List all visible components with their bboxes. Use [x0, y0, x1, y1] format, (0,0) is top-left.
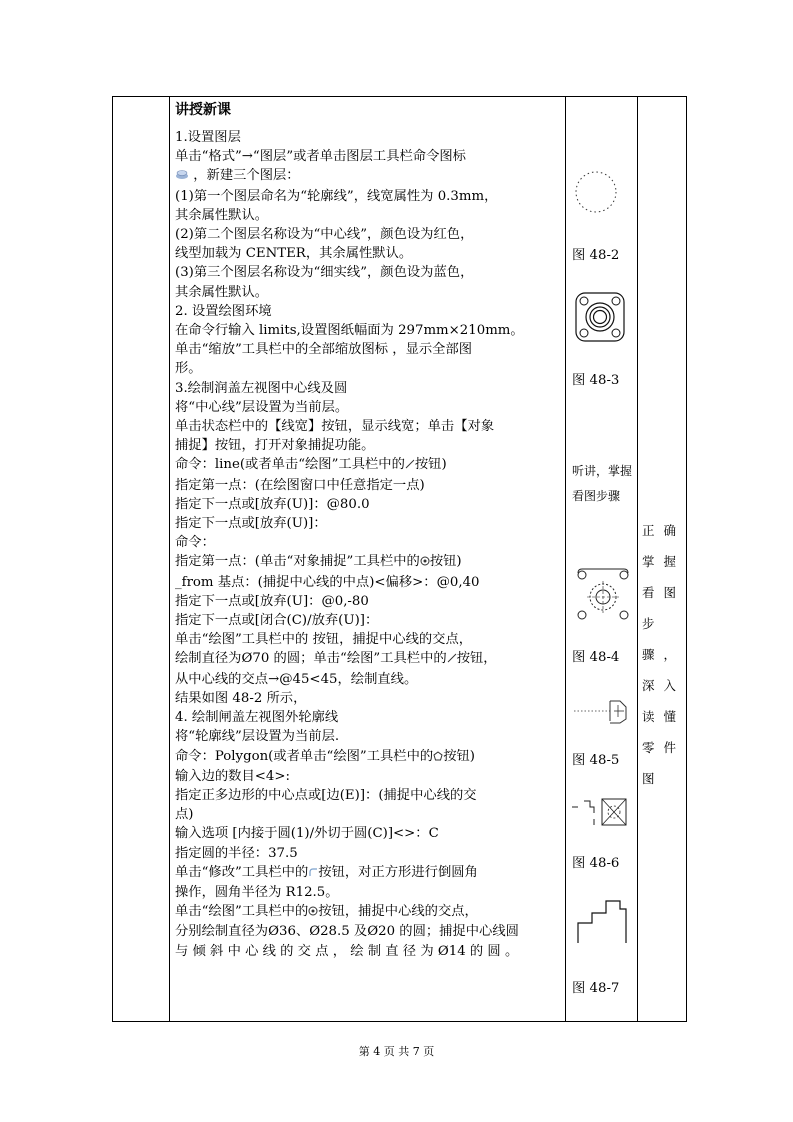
figure-caption: 图 48-6 [572, 856, 620, 871]
step-line: 4. 绘制闸盖左视图外轮廓线 [175, 710, 339, 726]
figure-48-3-drawing [574, 291, 626, 343]
step-line: 形。 [175, 361, 202, 377]
step-text: 按钮) [429, 554, 462, 570]
step-text: 指定第一点：(单击“对象捕捉”工具栏中的 [175, 554, 420, 570]
column-divider [565, 97, 566, 1021]
circle-tool-icon [308, 903, 318, 922]
step-text: 绘制直径为Ø70 的圆；单击“绘图”工具栏中的 [175, 651, 447, 667]
line-tool-icon [447, 650, 457, 669]
step-text: 按钮， [456, 651, 497, 667]
step-line: 线型加载为 CENTER，其余属性默认。 [175, 246, 413, 262]
step-text: 单击“绘图”工具栏中的 [175, 904, 309, 920]
step-line: 将“中心线”层设置为当前层。 [175, 399, 349, 415]
step-line: 指定下一点或[放弃(U)]： [175, 516, 327, 532]
step-text: 命令：line(或者单击“绘图”工具栏中的 [175, 457, 405, 473]
step-line: 在命令行输入 limits,设置图纸幅面为 297mm×210mm。 [175, 323, 524, 339]
step-line: 指定正多边形的中心点或[边(E)]：(捕捉中心线的交 [175, 787, 477, 803]
column-divider [169, 97, 170, 1021]
step-text: 单击“修改”工具栏中的 [175, 864, 309, 880]
step-line: 指定下一点或[放弃(U]：@0,-80 [175, 593, 369, 609]
step-line: 3.绘制润盖左视图中心线及圆 [175, 380, 348, 396]
step-line: 分别绘制直径为Ø36、Ø28.5 及Ø20 的圆；捕捉中心线圆 [175, 924, 519, 940]
step-line [175, 747, 563, 767]
line-tool-icon [405, 456, 415, 475]
lesson-table [112, 96, 687, 1022]
step-text: ，新建三个图层： [193, 168, 300, 184]
figure-48-7-drawing [576, 897, 632, 945]
column-divider [637, 97, 638, 1021]
step-line: 指定第一点：(在绘图窗口中任意指定一点) [175, 477, 425, 493]
step-text: 命令：Polygon(或者单击“绘图”工具栏中的 [175, 748, 434, 764]
step-line: 结果如图 48-2 所示， [175, 690, 307, 706]
method-note: 听讲，掌握看图步骤 [572, 464, 633, 503]
step-line: 单击状态栏中的【线宽】按钮，显示线宽；单击【对象 [175, 419, 495, 435]
step-line: 单击“绘图”工具栏中的 按钮，捕捉中心线的交点， [175, 632, 473, 648]
teaching-objective: 正确掌握看图步骤，深入读懂零件图 [642, 523, 686, 786]
step-line: 操作，圆角半径为 R12.5。 [175, 884, 339, 900]
step-line: (3)第三个图层名称设为“细实线”，颜色设为蓝色， [175, 265, 474, 281]
step-line [175, 649, 563, 669]
step-line: (1)第一个图层命名为“轮廓线”，线宽属性为 0.3mm， [175, 188, 498, 204]
step-text: 按钮，对正方形进行倒圆角 [318, 864, 478, 880]
step-line [175, 863, 563, 883]
step-line: 2. 设置绘图环境 [175, 303, 272, 319]
step-line [175, 552, 563, 572]
figure-caption: 图 48-7 [572, 981, 620, 996]
snap-from-icon [420, 553, 430, 572]
lesson-steps [175, 128, 563, 961]
figure-caption: 图 48-2 [572, 248, 620, 263]
step-line: 单击“格式”→“图层”或者单击图层工具栏命令图标 [175, 149, 466, 165]
figure-48-2-drawing [572, 169, 620, 215]
figure-48-6-drawing [572, 795, 632, 829]
step-line: 将“轮廓线”层设置为当前层. [175, 729, 340, 745]
step-line: 输入边的数目<4>: [175, 768, 291, 784]
figure-48-4-drawing [574, 567, 632, 621]
fillet-tool-icon [308, 864, 318, 883]
step-line: 1.设置图层 [175, 130, 241, 145]
polygon-tool-icon [433, 748, 443, 767]
step-line [175, 166, 563, 186]
step-line: 指定下一点或[闭合(C)/放弃(U)]： [175, 613, 379, 629]
figure-caption: 图 48-3 [572, 373, 620, 388]
step-line: 输入选项 [内接于圆(1)/外切于圆(C)]<>：C [175, 826, 439, 842]
step-line: 指定圆的半径：37.5 [175, 845, 298, 861]
step-line: 其余属性默认。 [175, 284, 269, 300]
step-line: 其余属性默认。 [175, 207, 269, 223]
step-line [175, 455, 563, 475]
step-line: (2)第二个图层名称设为“中心线”，颜色设为红色， [175, 227, 474, 243]
page-footer: 第 4 页 共 7 页 [358, 1045, 435, 1058]
step-line: 从中心线的交点→@45<45，绘制直线。 [175, 671, 418, 687]
step-line: 指定下一点或[放弃(U)]：@80.0 [175, 496, 370, 512]
step-line: 点) [175, 807, 194, 823]
figure-caption: 图 48-4 [572, 650, 620, 665]
step-line: 单击“缩放”工具栏中的全部缩放图标 ，显示全部图 [175, 342, 473, 358]
step-text: 按钮，捕捉中心线的交点， [318, 904, 478, 920]
figure-48-5-drawing [574, 697, 630, 725]
step-line: 捕捉】按钮，打开对象捕捉功能。 [175, 438, 375, 454]
step-line: _from 基点：(捕捉中心线的中点)<偏移>：@0,40 [175, 574, 480, 590]
step-line: 与 倾 斜 中 心 线 的 交 点 ， 绘 制 直 径 为 Ø14 的 圆 。 [175, 943, 519, 959]
section-heading: 讲授新课 [175, 102, 231, 118]
step-text: 按钮) [443, 748, 475, 764]
step-line [175, 902, 563, 922]
step-line: 命令： [175, 535, 215, 551]
layer-icon [175, 167, 189, 186]
step-text: 按钮) [414, 457, 447, 473]
figure-caption: 图 48-5 [572, 753, 620, 768]
